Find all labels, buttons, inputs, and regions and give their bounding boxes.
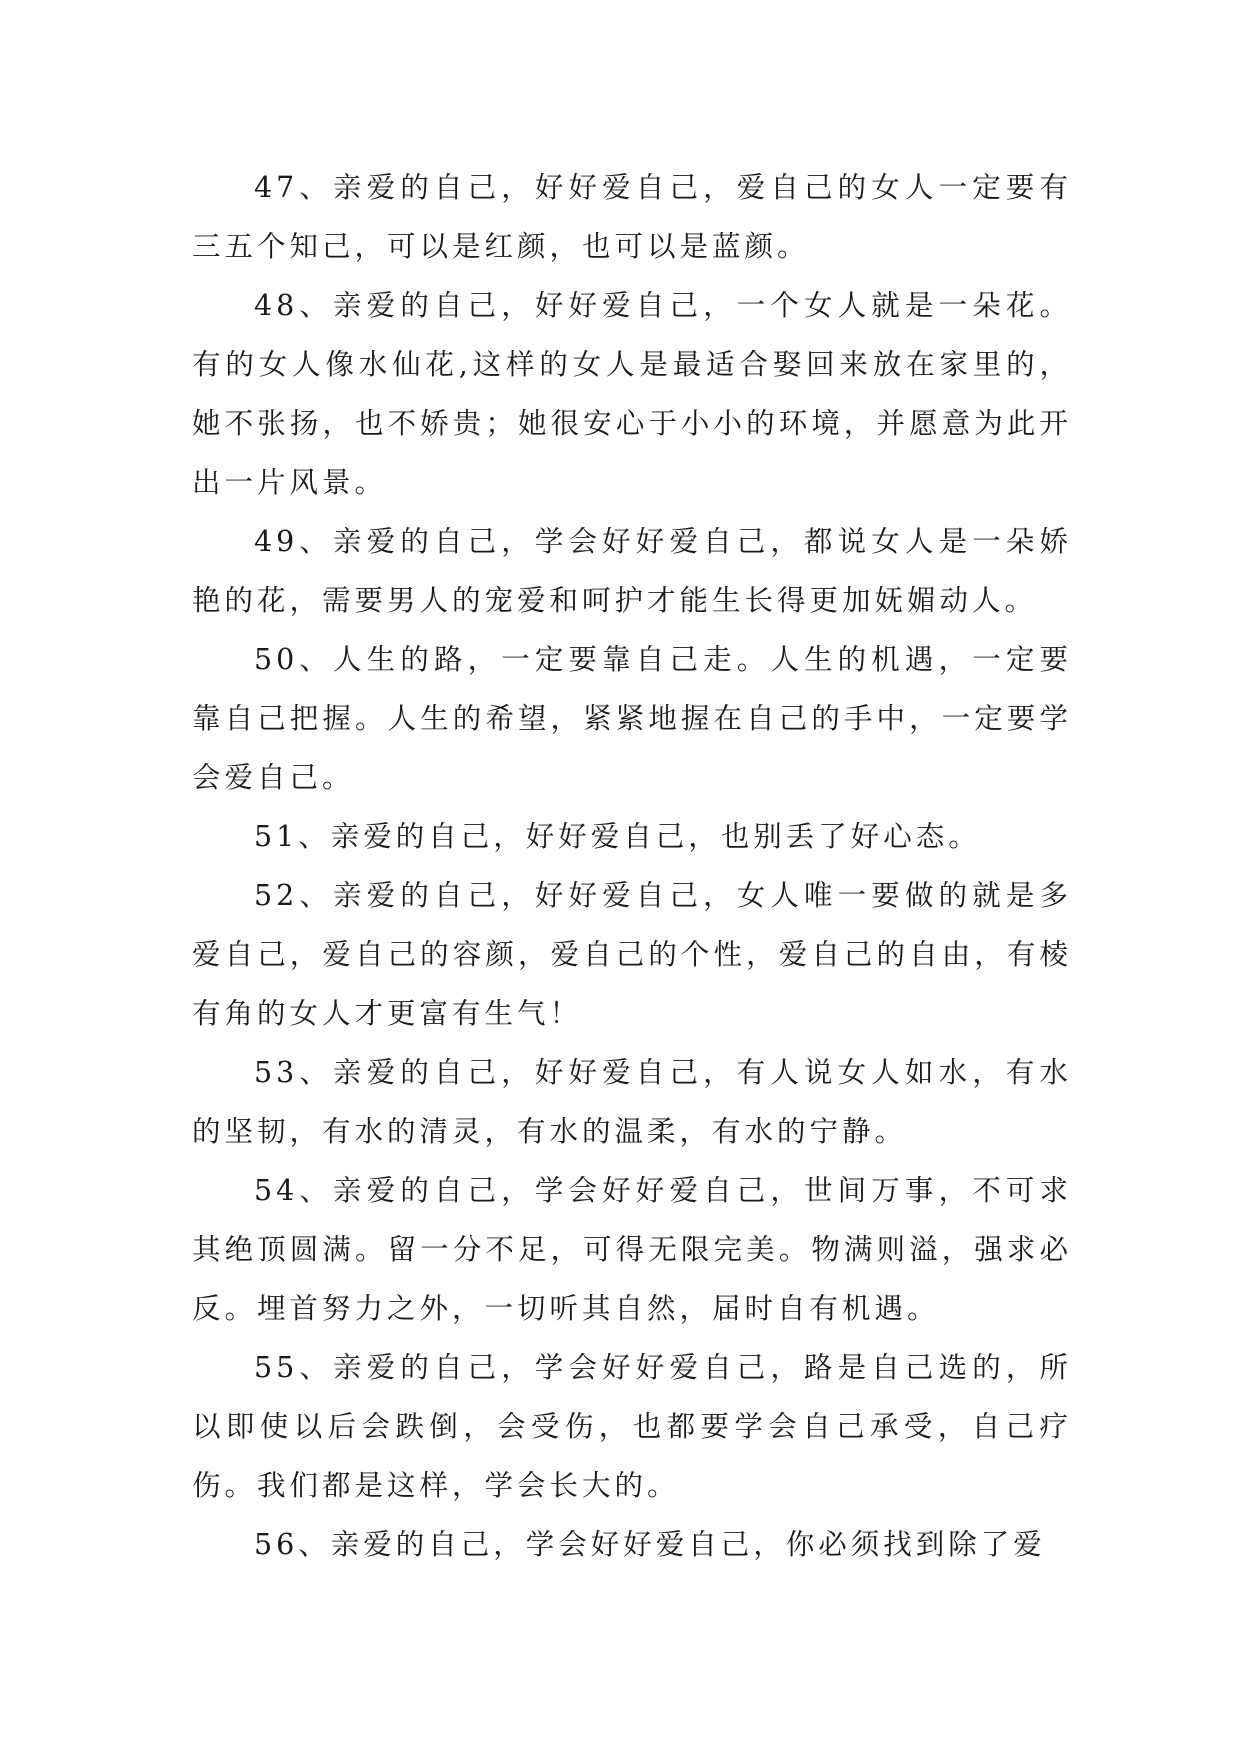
paragraph-48: 48、亲爱的自己，好好爱自己，一个女人就是一朵花。有的女人像水仙花,这样的女人是最适合娶回来放在家里的，她不张扬，也不娇贵；她很安心于小小的环境，并愿意为此开出一片风景。 bbox=[192, 289, 1072, 499]
paragraph-50: 50、人生的路，一定要靠自己走。人生的机遇，一定要靠自己把握。人生的希望，紧紧地握在自己的手中，一定要学会爱自己。 bbox=[192, 643, 1072, 794]
document-body bbox=[192, 158, 1072, 1574]
paragraph-54: 54、亲爱的自己，学会好好爱自己，世间万事，不可求其绝顶圆满。留一分不足，可得无限完美。物满则溢，强求必反。埋首努力之外，一切听其自然，届时自有机遇。 bbox=[192, 1174, 1072, 1325]
paragraph-55: 55、亲爱的自己，学会好好爱自己，路是自己选的，所以即使以后会跌倒，会受伤，也都要学会自己承受，自己疗伤。我们都是这样，学会长大的。 bbox=[192, 1351, 1072, 1502]
paragraph-52: 52、亲爱的自己，好好爱自己，女人唯一要做的就是多爱自己，爱自己的容颜，爱自己的个性，爱自己的自由，有棱有角的女人才更富有生气！ bbox=[192, 879, 1072, 1030]
paragraph-49: 49、亲爱的自己，学会好好爱自己，都说女人是一朵娇艳的花，需要男人的宠爱和呵护才能生长得更加妩媚动人。 bbox=[192, 525, 1072, 617]
paragraph-47: 47、亲爱的自己，好好爱自己，爱自己的女人一定要有三五个知己，可以是红颜，也可以是蓝颜。 bbox=[192, 171, 1072, 263]
paragraph-56: 56、亲爱的自己，学会好好爱自己，你必须找到除了爱 bbox=[254, 1528, 1046, 1561]
paragraph-51: 51、亲爱的自己，好好爱自己，也别丢了好心态。 bbox=[254, 820, 981, 853]
paragraph-53: 53、亲爱的自己，好好爱自己，有人说女人如水，有水的坚韧，有水的清灵，有水的温柔，有水的宁静。 bbox=[192, 1056, 1072, 1148]
